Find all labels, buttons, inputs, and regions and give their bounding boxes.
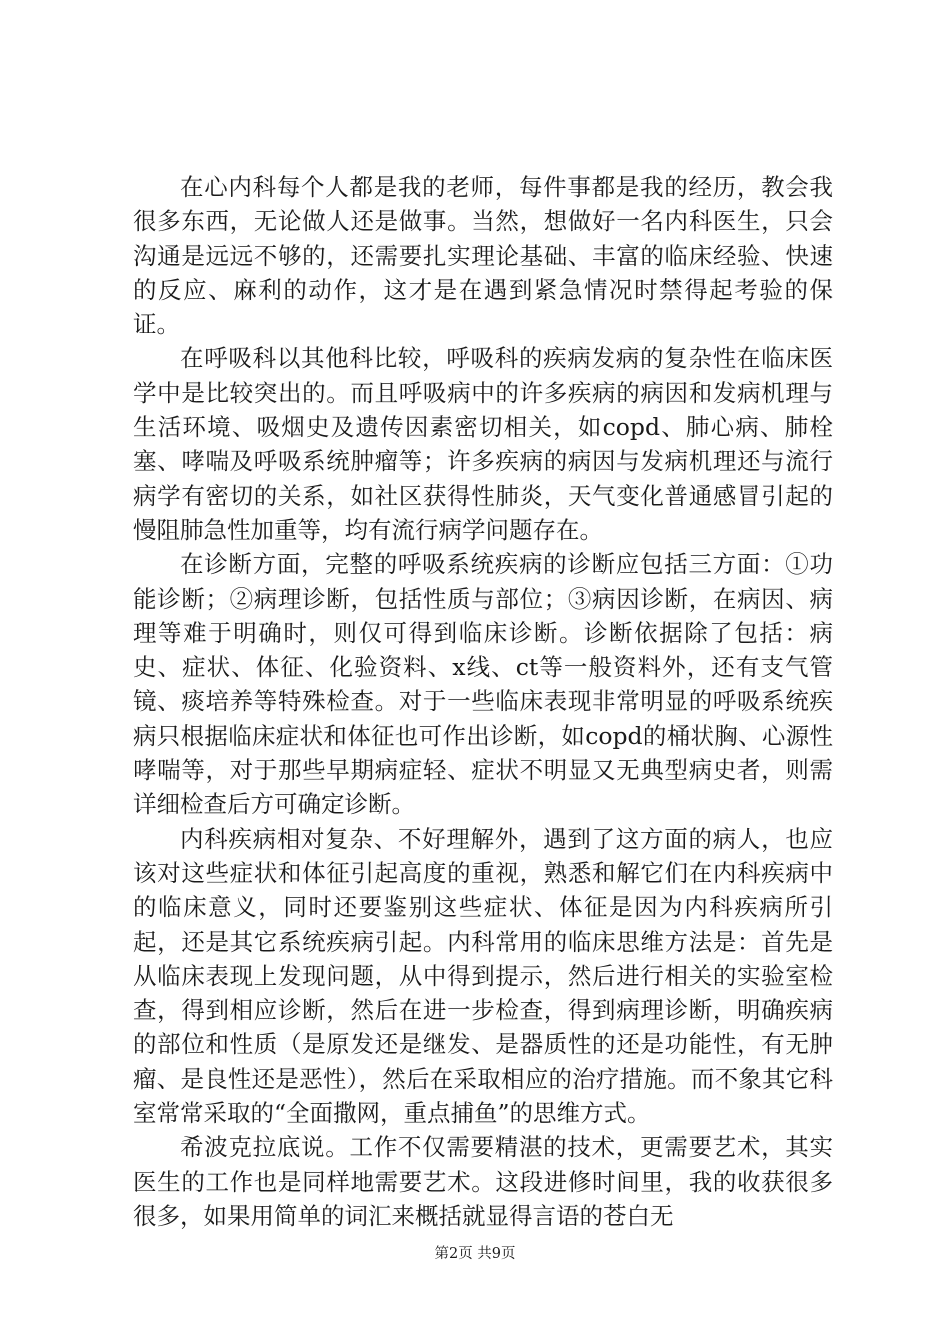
paragraph-3: 在诊断方面，完整的呼吸系统疾病的诊断应包括三方面：①功能诊断；②病理诊断，包括性质与部位；③病因诊断，在病因、病理等难于明确时，则仅可得到临床诊断。诊断依据除了包括：病史、症状、体征、化验资料、x线、ct等一般资料外，还有支气管镜、痰培养等特殊检查。对于一些临床表现非常明显的呼吸系统疾病只根据临床症状和体征也可作出诊断，如copd的桶状胸、心源性哮喘等，对于那些早期病症轻、症状不明显又无典型病史者，则需详细检查后方可确定诊断。 xyxy=(133,550,833,819)
paragraph-2: 在呼吸科以其他科比较，呼吸科的疾病发病的复杂性在临床医学中是比较突出的。而且呼吸病中的许多疾病的病因和发病机理与生活环境、吸烟史及遗传因素密切相关，如copd、肺心病、肺栓塞、哮喘及呼吸系统肿瘤等；许多疾病的病因与发病机理还与流行病学有密切的关系，如社区获得性肺炎，天气变化普通感冒引起的慢阻肺急性加重等，均有流行病学问题存在。 xyxy=(133,344,833,544)
paragraph-5: 希波克拉底说。工作不仅需要精湛的技术，更需要艺术，其实医生的工作也是同样地需要艺术。这段进修时间里，我的收获很多很多，如果用简单的词汇来概括就显得言语的苍白无 xyxy=(133,1133,833,1230)
document-body xyxy=(133,170,833,1233)
page-footer: 第2页 共9页 xyxy=(434,1246,516,1262)
paragraph-4: 内科疾病相对复杂、不好理解外，遇到了这方面的病人，也应该对这些症状和体征引起高度的重视，熟悉和解它们在内科疾病中的临床意义，同时还要鉴别这些症状、体征是因为内科疾病所引起，还是其它系统疾病引起。内科常用的临床思维方法是：首先是从临床表现上发现问题，从中得到提示，然后进行相关的实验室检查，得到相应诊断，然后在进一步检查，得到病理诊断，明确疾病的部位和性质（是原发还是继发、是器质性的还是功能性，有无肿瘤、是良性还是恶性），然后在采取相应的治疗措施。而不象其它科室常常采取的“全面撒网，重点捕鱼”的思维方式。 xyxy=(133,824,833,1128)
paragraph-1: 在心内科每个人都是我的老师，每件事都是我的经历，教会我很多东西，无论做人还是做事。当然，想做好一名内科医生，只会沟通是远远不够的，还需要扎实理论基础、丰富的临床经验、快速的反应、麻利的动作，这才是在遇到紧急情况时禁得起考验的保证。 xyxy=(133,173,833,339)
